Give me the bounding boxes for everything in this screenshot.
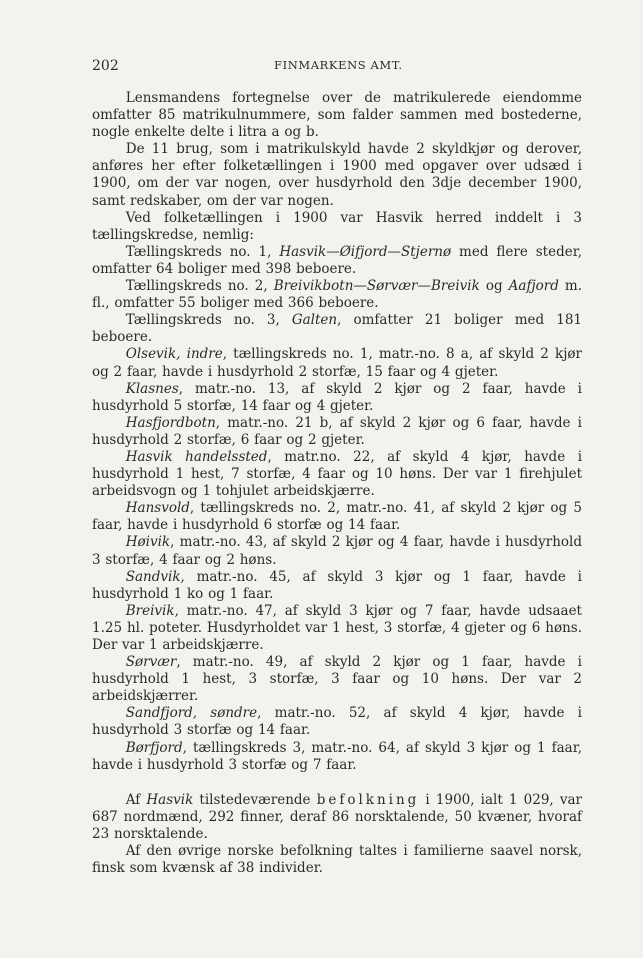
text-run: , matr.no. 22, af skyld 4 kjør, havde i husdyrhold 1 hest, 7 storfæ, 4 faar og 10 høns. Der var 1 firehjulet arbeidsvogn og 1 tohjulet arbeidskjærre. — [92, 448, 583, 500]
place-name: Sandfjord, søndre — [125, 705, 258, 722]
text-run: , matr.-no. 43, af skyld 2 kjør og 4 faar, havde i husdyrhold 3 storfæ, 4 faar og 2 høns. — [92, 534, 582, 568]
paragraph — [92, 654, 582, 705]
place-name: Hansvold — [125, 500, 190, 517]
text-run: Tællingskreds no. 1, — [125, 243, 280, 260]
place-name: Breivikbotn—Sørvær—Breivik — [273, 278, 480, 295]
place-name: Høivik — [125, 534, 171, 551]
text-run: , matr.-no. 47, af skyld 3 kjør og 7 faar, havde udsaaet 1.25 hl. poteter. Husdyrholdet var 1 hest, 3 storfæ, 4 gjeter og 6 høns. Der var 1 arbeidskjærre. — [92, 602, 582, 653]
place-name: Klasnes — [125, 380, 179, 397]
place-name: Aafjord — [508, 278, 559, 295]
text-run: , matr.-no. 49, af skyld 2 kjør og 1 faar, havde i husdyrhold 1 hest, 3 storfæ, 3 faar og 10 høns. Der var 2 arbeidskjærrer. — [92, 654, 582, 705]
text-run: Lensmandens fortegnelse over de matrikulerede eiendomme omfatter 85 matrikulnummere, som falder sammen med bostederne, nogle enkelte delte i litra a og b. — [92, 90, 582, 141]
paragraph — [92, 534, 582, 568]
text-run: tilstedeværende — [193, 791, 317, 808]
text-run: Ved folketællingen i 1900 var Hasvik herred inddelt i 3 tællingskredse, nemlig: — [92, 209, 582, 243]
page-header — [92, 58, 519, 78]
text-run: , tællingskreds no. 2, matr.-no. 41, af skyld 2 kjør og 5 faar, havde i husdyrhold 6 storfæ og 14 faar. — [92, 500, 582, 534]
paragraph — [92, 278, 582, 312]
text-run: Tællingskreds no. 2, — [125, 278, 274, 295]
paragraph — [92, 415, 582, 449]
paragraph — [92, 90, 582, 141]
text-run: , matr.-no. 45, af skyld 3 kjør og 1 faar, havde i husdyrhold 1 ko og 1 faar. — [92, 568, 582, 602]
paragraph — [92, 312, 582, 346]
paragraph — [92, 141, 582, 209]
text-run: , matr.-no. 21 b, af skyld 2 kjør og 6 faar, havde i husdyrhold 2 storfæ, 6 faar og 2 gjeter. — [92, 414, 582, 448]
place-name: Sandvik — [125, 568, 181, 585]
text-run: De 11 brug, som i matrikulskyld havde 2 skyldkjør og derover, anføres her efter folketællingen i 1900 med opgaver over udsæd i 1900, om der var nogen, over husdyrhold den 3dje december 1900, samt redskaber, om der var nogen. — [92, 141, 582, 209]
text-run: , matr.-no. 13, af skyld 2 kjør og 2 faar, havde i husdyrhold 5 storfæ, 14 faar og 4 gjeter. — [92, 380, 582, 414]
text-run: i 1900, ialt 1 029, var 687 nordmænd, 292 finner, deraf 86 norsktalende, 50 kvæner, hvoraf 23 norsktalende. — [92, 791, 582, 842]
place-name: Hasfjordbotn — [125, 414, 216, 431]
paragraph — [92, 705, 582, 739]
text-run: , tællingskreds 3, matr.-no. 64, af skyld 3 kjør og 1 faar, havde i husdyrhold 3 storfæ og 7 faar. — [92, 739, 582, 773]
text-run: , omfatter 21 boliger med 181 beboere. — [92, 312, 582, 346]
place-name: Hasvik handelssted — [125, 448, 268, 465]
text-run: med flere steder, omfatter 64 boliger med 398 beboere. — [92, 243, 582, 277]
paragraph — [92, 603, 582, 654]
text-run: m. fl., omfatter 55 boliger med 366 beboere. — [92, 278, 582, 312]
paragraph — [92, 740, 582, 774]
running-head: FINMARKENS AMT. — [274, 58, 403, 72]
place-name: Børfjord — [125, 739, 183, 756]
paragraph — [92, 244, 582, 278]
text-run: , matr.-no. 52, af skyld 4 kjør, havde i husdyrhold 3 storfæ og 14 faar. — [92, 705, 582, 739]
place-name: Hasvik—Øifjord—Stjernø — [279, 243, 452, 260]
text-run: og — [479, 278, 509, 295]
place-name: Olsevik, indre — [125, 346, 223, 363]
place-name: Hasvik — [146, 791, 194, 808]
text-run: , tællingskreds no. 1, matr.-no. 8 a, af skyld 2 kjør og 2 faar, havde i husdyrhold 2 storfæ, 15 faar og 4 gjeter. — [92, 346, 582, 380]
place-name: Sørvær — [125, 654, 177, 671]
page-number: 202 — [92, 58, 119, 74]
text-run: Af — [125, 791, 147, 808]
place-name: Galten — [291, 312, 338, 329]
paragraph — [92, 569, 582, 603]
paragraph — [92, 843, 582, 877]
paragraph — [92, 381, 582, 415]
paragraph — [92, 346, 582, 380]
body-text — [92, 90, 582, 877]
paragraph — [92, 500, 582, 534]
text-run: Tællingskreds no. 3, — [125, 312, 292, 329]
paragraph — [92, 792, 582, 843]
text-run: Af den øvrige norske befolkning taltes i familierne saavel norsk, finsk som kvænsk af 38 individer. — [92, 843, 582, 877]
spaced-term: befolkning — [316, 791, 420, 808]
paragraph — [92, 210, 582, 244]
paragraph — [92, 449, 582, 500]
place-name: Breivik — [125, 602, 175, 619]
